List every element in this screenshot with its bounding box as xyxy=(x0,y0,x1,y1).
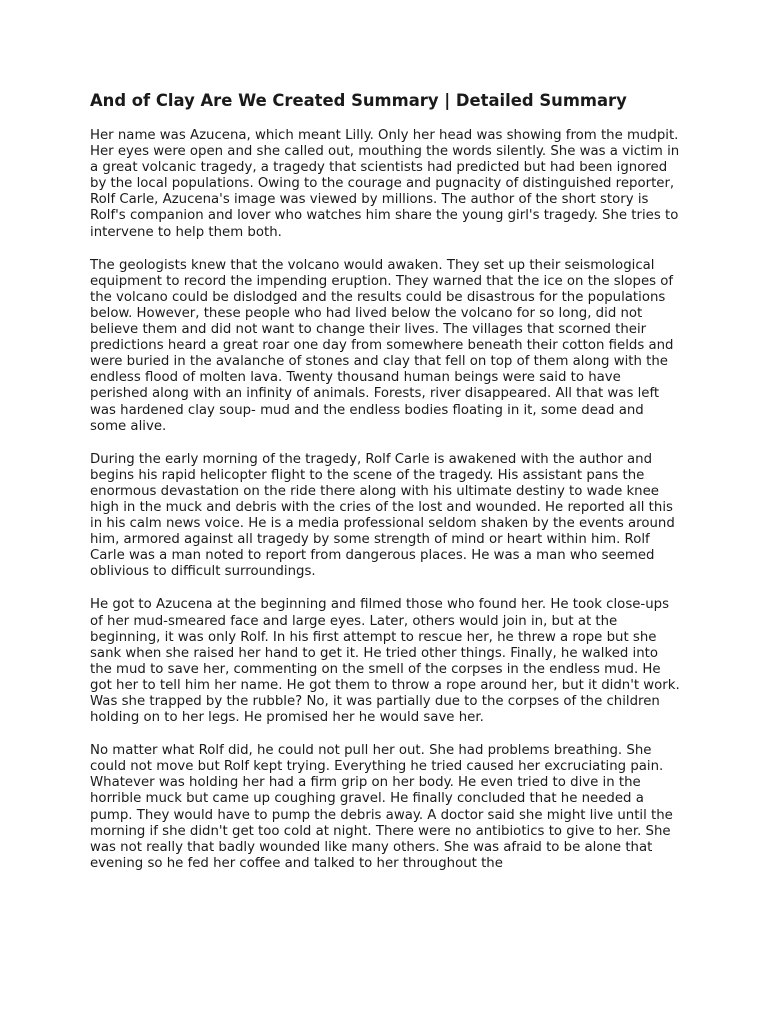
paragraph-2: The geologists knew that the volcano would awaken. They set up their seismological equipment to record the impending eruption. They warned that the ice on the slopes of the volcano could be dislodged and the results could be disastrous for the populations below. However, these people who had lived below the volcano for so long, did not believe them and did not want to change their lives. The villages that scorned their predictions heard a great roar one day from somewhere beneath their cotton fields and were buried in the avalanche of stones and clay that fell on top of them along with the endless flood of molten lava. Twenty thousand human beings were said to have perished along with an infinity of animals. Forests, river disappeared. All that was left was hardened clay soup- mud and the endless bodies floating in it, some dead and some alive. xyxy=(90,257,674,434)
paragraph-1: Her name was Azucena, which meant Lilly. Only her head was showing from the mudpit. Her eyes were open and she called out, mouthing the words silently. She was a victim in a great volcanic tragedy, a tragedy that scientists had predicted but had been ignored by the local populations. Owing to the courage and pugnacity of distinguished reporter, Rolf Carle, Azucena's image was viewed by millions. The author of the short story is Rolf's companion and lover who watches him share the young girl's tragedy. She tries to intervene to help them both. xyxy=(90,128,680,240)
paragraph-5: No matter what Rolf did, he could not pull her out. She had problems breathing. She could not move but Rolf kept trying. Everything he tried caused her excruciating pain. Whatever was holding her had a firm grip on her body. He even tried to dive in the horrible muck but came up coughing gravel. He finally concluded that he needed a pump. They would have to pump the debris away. A doctor said she might live until the morning if she didn't get too cold at night. There were no antibiotics to give to her. She was not really that badly wounded like many others. She was afraid to be alone that evening so he fed her coffee and talked to her throughout the xyxy=(90,743,673,871)
document-body xyxy=(90,89,680,889)
paragraph-3: During the early morning of the tragedy, Rolf Carle is awakened with the author and begins his rapid helicopter flight to the scene of the tragedy. His assistant pans the enormous devastation on the ride there along with his ultimate destiny to wade knee high in the muck and debris with the cries of the lost and wounded. He reported all this in his calm news voice. He is a media professional seldom shaken by the events around him, armored against all tragedy by some strength of mind or heart within him. Rolf Carle was a man noted to report from dangerous places. He was a man who seemed oblivious to difficult surroundings. xyxy=(90,451,675,580)
document-title: And of Clay Are We Created Summary | Detailed Summary xyxy=(90,91,627,110)
paragraph-4: He got to Azucena at the beginning and filmed those who found her. He took close-ups of her mud-smeared face and large eyes. Later, others would join in, but at the beginning, it was only Rolf. In his first attempt to rescue her, he threw a rope but she sank when she raised her hand to get it. He tried other things. Finally, he walked into the mud to save her, commenting on the smell of the corpses in the endless mud. He got her to tell him her name. He got them to throw a rope around her, but it didn't work. Was she trapped by the rubble? No, it was partially due to the corpses of the children holding on to her legs. He promised her he would save her. xyxy=(90,597,680,726)
